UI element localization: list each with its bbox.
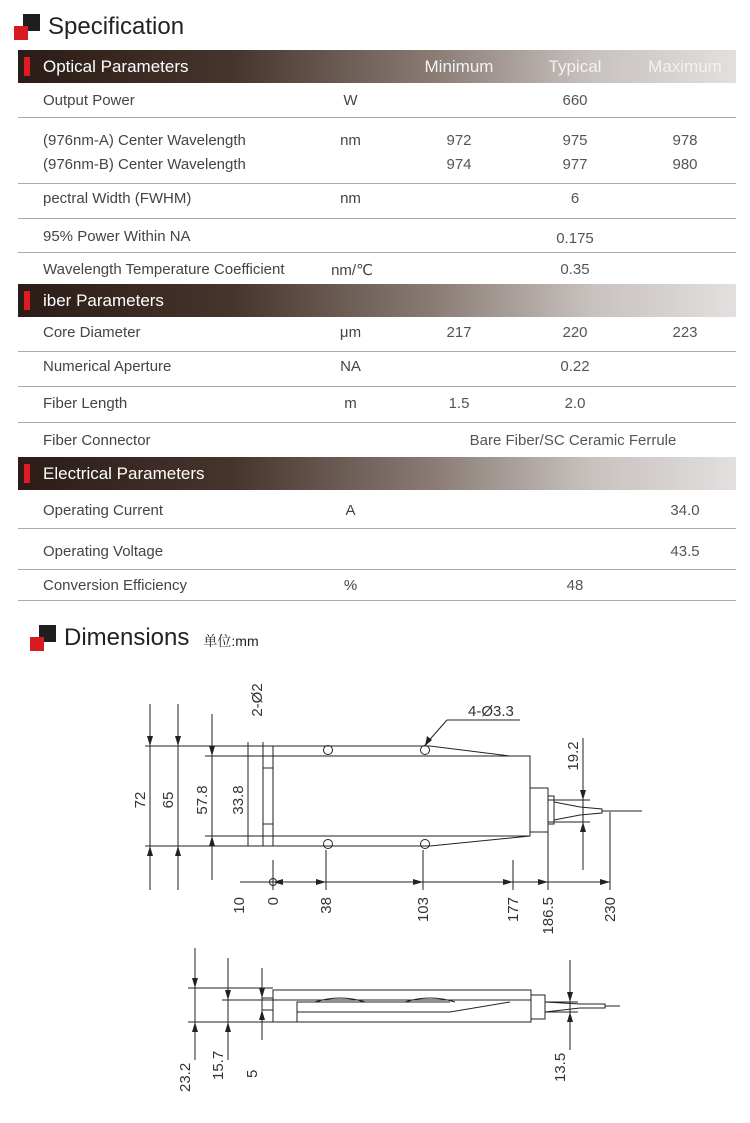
value-typical: 2.0: [564, 395, 586, 412]
param-name: (976nm-B) Center Wavelength: [43, 156, 246, 173]
header-maximum: Maximum: [648, 57, 722, 76]
dim-label: 72: [132, 791, 149, 809]
dim-label: 103: [415, 897, 432, 923]
dim-label: 10: [231, 897, 248, 914]
value-typical: 975: [562, 132, 588, 149]
value-maximum: 223: [672, 324, 698, 341]
dim-label: 57.8: [194, 785, 211, 815]
value-typical: 0.175: [556, 230, 594, 247]
param-name: Core Diameter: [43, 324, 141, 341]
param-name: Numerical Aperture: [43, 358, 172, 375]
dim-label: 33.8: [230, 785, 247, 815]
dimensions-title: Dimensions: [64, 624, 190, 651]
value-minimum: 974: [446, 156, 472, 173]
param-name: Conversion Efficiency: [43, 577, 187, 594]
param-name: Fiber Length: [43, 395, 128, 412]
side-body: [273, 990, 531, 1022]
value-typical: 0.22: [560, 358, 590, 375]
mount-hole: [421, 840, 430, 849]
param-unit: m: [344, 395, 357, 412]
param-unit: %: [343, 577, 358, 594]
param-unit: W: [343, 92, 358, 109]
value-typical: 220: [562, 324, 588, 341]
param-name: Operating Current: [43, 502, 164, 519]
dim-label: 19.2: [565, 741, 582, 771]
value-maximum: 978: [672, 132, 698, 149]
hole-label-large: 4-Ø3.3: [468, 703, 514, 720]
param-unit: nm: [340, 132, 361, 149]
optical-section-label: Optical Parameters: [43, 57, 189, 76]
dim-label: 15.7: [210, 1050, 227, 1080]
value-span: Bare Fiber/SC Ceramic Ferrule: [469, 432, 677, 449]
param-name: Output Power: [43, 92, 135, 109]
value-typical: 48: [566, 577, 584, 594]
param-unit: nm: [340, 190, 361, 207]
header-typical: Typical: [548, 57, 602, 76]
module-outline: [273, 746, 530, 846]
value-minimum: 1.5: [448, 395, 470, 412]
value-typical: 660: [562, 92, 588, 109]
dim-label: 0: [265, 897, 282, 906]
value-maximum: 980: [672, 156, 698, 173]
mount-hole: [324, 840, 333, 849]
unit-label: 单位:mm: [203, 633, 259, 649]
value-maximum: 34.0: [670, 502, 700, 519]
fiber-section-label: iber Parameters: [43, 291, 164, 310]
specification-title: Specification: [48, 13, 185, 40]
dim-label: 65: [160, 791, 177, 809]
value-maximum: 43.5: [670, 543, 700, 560]
mount-hole: [324, 746, 333, 755]
dim-label: 13.5: [552, 1052, 569, 1082]
param-unit: nm/℃: [331, 262, 373, 279]
dim-label: 177: [505, 897, 522, 923]
param-unit: A: [345, 502, 356, 519]
value-minimum: 217: [446, 324, 472, 341]
param-name: Operating Voltage: [43, 543, 164, 560]
electrical-section-label: Electrical Parameters: [43, 464, 205, 483]
value-typical: 0.35: [560, 261, 590, 278]
mount-hole: [421, 746, 430, 755]
param-unit: μm: [339, 324, 362, 341]
dim-label: 186.5: [540, 897, 557, 935]
value-minimum: 972: [446, 132, 472, 149]
header-minimum: Minimum: [424, 57, 494, 76]
param-unit: NA: [340, 358, 361, 375]
hole-label-small: 2-Ø2: [249, 683, 266, 717]
dim-label: 38: [318, 897, 335, 914]
param-name: pectral Width (FWHM): [43, 190, 192, 207]
dim-label: 23.2: [177, 1062, 194, 1092]
dim-label: 230: [602, 897, 619, 923]
value-typical: 6: [570, 190, 580, 207]
dim-label: 5: [244, 1069, 261, 1078]
param-name: Fiber Connector: [43, 432, 151, 449]
value-typical: 977: [562, 156, 588, 173]
param-name: Wavelength Temperature Coefficient: [43, 261, 285, 278]
param-name: (976nm-A) Center Wavelength: [43, 132, 246, 149]
param-name: 95% Power Within NA: [43, 228, 191, 245]
